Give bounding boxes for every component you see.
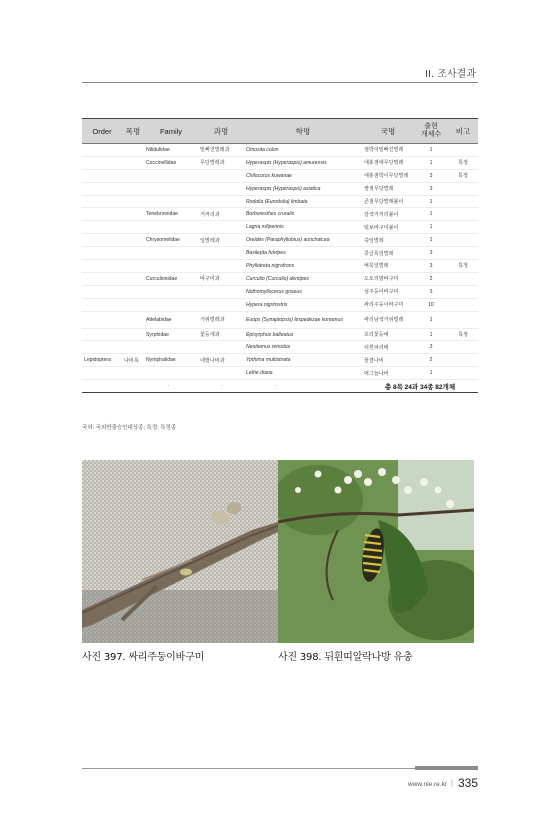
cell-count: 1 (414, 328, 448, 341)
cell-scientific-name: Hyperaspis (Hyperaspis) asiatica (244, 182, 362, 195)
cell-family-ko (198, 195, 244, 208)
col-order-ko: 목명 (122, 119, 144, 144)
chapter-title: II. 조사결과 (425, 69, 476, 80)
cell-count: 3 (414, 341, 448, 354)
cell-note: 특정 (448, 328, 478, 341)
footer-separator: | (451, 780, 453, 787)
total-summary: 총 8목 24과 34종 82개체 (362, 380, 478, 393)
cell-family-ko (198, 182, 244, 195)
cell-order (82, 298, 122, 311)
photo-weevil-image (82, 460, 278, 643)
cell-family-ko (198, 169, 244, 182)
cell-family-ko: 바구미과 (198, 272, 244, 285)
page-number: 335 (458, 776, 479, 790)
cell-family-ko (198, 260, 244, 273)
cell-family-ko: 네발나비과 (198, 354, 244, 367)
cell-family: Attelabidae (144, 311, 198, 328)
cell-order-ko (122, 341, 144, 354)
table-row (82, 169, 478, 182)
cell-family: Nitidulidae (144, 144, 198, 157)
footer-accent-bar (415, 766, 478, 770)
cell-family-ko (198, 221, 244, 234)
cell-order-ko (122, 208, 144, 221)
cell-family-ko: 거저리과 (198, 208, 244, 221)
photo-weevil (82, 460, 278, 643)
cell-scientific-name: Nothomyllocerus griseus (244, 285, 362, 298)
species-table (82, 118, 478, 393)
total-dot: · (167, 383, 170, 390)
cell-order (82, 234, 122, 247)
cell-scientific-name: Chilocorus kuwanae (244, 169, 362, 182)
cell-order-ko (122, 182, 144, 195)
cell-family (144, 195, 198, 208)
col-scientific: 학명 (244, 119, 362, 144)
table-row (82, 221, 478, 234)
table-row (82, 234, 478, 247)
table-row (82, 311, 478, 328)
cell-order (82, 169, 122, 182)
cell-order-ko (122, 247, 144, 260)
cell-order (82, 221, 122, 234)
cell-count: 1 (414, 311, 448, 328)
cell-count: 1 (414, 234, 448, 247)
cell-order (82, 156, 122, 169)
table-row (82, 144, 478, 157)
cell-order-ko (122, 328, 144, 341)
cell-scientific-name: Phyllotreta nigrofrons (244, 260, 362, 273)
cell-count: 3 (414, 182, 448, 195)
table-row (82, 341, 478, 354)
cell-family (144, 341, 198, 354)
header-rule (82, 82, 478, 83)
cell-note (448, 272, 478, 285)
cell-order-ko (122, 260, 144, 273)
cell-scientific-name: Hyperaspis (Hyperaspis) amurensis (244, 156, 362, 169)
cell-korean-name: 털보바구미붙이 (362, 221, 414, 234)
cell-scientific-name: Basilepta fulvipes (244, 247, 362, 260)
table-row (82, 156, 478, 169)
cell-family-ko: 잎벌레과 (198, 234, 244, 247)
cell-order-ko (122, 367, 144, 380)
table-total-row (82, 380, 478, 393)
cell-order (82, 247, 122, 260)
cell-scientific-name: Lethe diana (244, 367, 362, 380)
cell-order (82, 367, 122, 380)
cell-order (82, 328, 122, 341)
cell-count: 10 (414, 298, 448, 311)
caption-photo-398: 사진 398. 뒤흰띠알락나방 유충 (278, 652, 413, 663)
cell-order-ko (122, 144, 144, 157)
cell-note (448, 341, 478, 354)
cell-note: 특정 (448, 260, 478, 273)
cell-note (448, 354, 478, 367)
cell-korean-name: 호리꽃등에 (362, 328, 414, 341)
cell-count: 1 (414, 221, 448, 234)
cell-scientific-name: Episyrphus balteatus (244, 328, 362, 341)
cell-count: 3 (414, 247, 448, 260)
photo-caterpillar (278, 460, 474, 643)
cell-order (82, 311, 122, 328)
cell-order (82, 341, 122, 354)
caption-photo-397: 사진 397. 싸리주둥이바구미 (82, 652, 205, 663)
cell-count: 1 (414, 208, 448, 221)
table-row (82, 285, 478, 298)
cell-note (448, 311, 478, 328)
cell-scientific-name: Omosita colon (244, 144, 362, 157)
cell-count: 2 (414, 354, 448, 367)
cell-note (448, 144, 478, 157)
table-row (82, 272, 478, 285)
col-order: Order (82, 119, 122, 144)
cell-note (448, 247, 478, 260)
cell-order-ko (122, 285, 144, 298)
col-count-line2: 개체수 (420, 131, 442, 138)
table-footnote: 국외: 국외반출승인대상종; 특정: 특정종 (82, 425, 177, 431)
col-family-ko: 과명 (198, 119, 244, 144)
cell-korean-name: 애홍점박이무당벌레 (362, 169, 414, 182)
cell-family (144, 285, 198, 298)
cell-family-ko: 밑빠진벌레과 (198, 144, 244, 157)
cell-scientific-name: Ypthima multistriata (244, 354, 362, 367)
total-spacer (82, 380, 362, 393)
cell-order (82, 144, 122, 157)
cell-note (448, 195, 478, 208)
cell-korean-name: 쑥잎벌레 (362, 234, 414, 247)
table-row (82, 260, 478, 273)
cell-count: 1 (414, 195, 448, 208)
cell-family-ko (198, 247, 244, 260)
cell-order-ko (122, 169, 144, 182)
cell-family: Nymphalidae (144, 354, 198, 367)
cell-order-ko (122, 221, 144, 234)
cell-family (144, 182, 198, 195)
cell-korean-name: 싸리남색거위벌레 (362, 311, 414, 328)
cell-korean-name: 물결나비 (362, 354, 414, 367)
cell-scientific-name: Hypera nigrirostris (244, 298, 362, 311)
cell-note (448, 298, 478, 311)
table-row (82, 208, 478, 221)
table-row (82, 354, 478, 367)
cell-korean-name: 섬주둥이바구미 (362, 285, 414, 298)
cell-korean-name: 먹그늘나비 (362, 367, 414, 380)
cell-korean-name: 벼룩잎벌레 (362, 260, 414, 273)
col-count-line1: 출현 (424, 123, 438, 130)
cell-note (448, 221, 478, 234)
cell-scientific-name: Euops (Synaptopsis) lespedezae koreanus (244, 311, 362, 328)
cell-note (448, 182, 478, 195)
cell-scientific-name: Lagria rufipennis (244, 221, 362, 234)
cell-scientific-name: Curculio (Curculio) dentipes (244, 272, 362, 285)
cell-family: Syrphidae (144, 328, 198, 341)
photo-caterpillar-image (278, 460, 474, 643)
cell-korean-name: 도토리밤바구미 (362, 272, 414, 285)
cell-korean-name: 쌍점무당벌레 (362, 182, 414, 195)
cell-korean-name: 애홍점애무당벌레 (362, 156, 414, 169)
cell-korean-name: 뒤흰파리매 (362, 341, 414, 354)
cell-family-ko (198, 367, 244, 380)
table-body (82, 144, 478, 393)
table-row (82, 182, 478, 195)
cell-order (82, 272, 122, 285)
table-row (82, 247, 478, 260)
cell-scientific-name: Oreides (Paraphyllobius) aurichalcea (244, 234, 362, 247)
cell-family: Curculionidae (144, 272, 198, 285)
cell-order-ko (122, 195, 144, 208)
cell-korean-name: 콩금록잎벌레 (362, 247, 414, 260)
cell-order (82, 182, 122, 195)
cell-count: 3 (414, 169, 448, 182)
cell-note (448, 285, 478, 298)
cell-count: 1 (414, 367, 448, 380)
cell-note (448, 208, 478, 221)
table-row (82, 367, 478, 380)
table-row (82, 298, 478, 311)
cell-order-ko (122, 298, 144, 311)
footer-url[interactable]: www.nie.re.kr (408, 781, 448, 788)
cell-count: 1 (414, 144, 448, 157)
cell-order-ko (122, 156, 144, 169)
cell-family (144, 298, 198, 311)
cell-family (144, 221, 198, 234)
total-dot: · (274, 383, 277, 390)
cell-order (82, 285, 122, 298)
cell-family: Chrysomelidae (144, 234, 198, 247)
cell-note (448, 367, 478, 380)
cell-order (82, 260, 122, 273)
cell-family (144, 260, 198, 273)
cell-family-ko: 거위벌레과 (198, 311, 244, 328)
cell-family (144, 169, 198, 182)
cell-family-ko: 꽃등에과 (198, 328, 244, 341)
col-family: Family (144, 119, 198, 144)
table-header-row (82, 119, 478, 144)
table-row (82, 195, 478, 208)
table-row (82, 328, 478, 341)
cell-order-ko: 나비목 (122, 354, 144, 367)
cell-order (82, 208, 122, 221)
cell-note: 특정 (448, 169, 478, 182)
cell-korean-name: 점박이밑빠진벌레 (362, 144, 414, 157)
cell-order-ko (122, 234, 144, 247)
species-table-container (82, 118, 478, 393)
cell-scientific-name: Neoitamus remotus (244, 341, 362, 354)
cell-note: 특정 (448, 156, 478, 169)
cell-korean-name: 싸리주둥이바구미 (362, 298, 414, 311)
col-korean: 국명 (362, 119, 414, 144)
cell-count: 1 (414, 156, 448, 169)
cell-family (144, 247, 198, 260)
col-count (414, 119, 448, 144)
col-note: 비고 (448, 119, 478, 144)
cell-scientific-name: Borboresthes cruralis (244, 208, 362, 221)
cell-order (82, 195, 122, 208)
cell-family-ko (198, 285, 244, 298)
cell-korean-name: 큰점무당벌레붙이 (362, 195, 414, 208)
cell-family: Tenebrionidae (144, 208, 198, 221)
cell-scientific-name: Rodolia (Eurodolia) limbata (244, 195, 362, 208)
cell-family-ko (198, 298, 244, 311)
cell-family-ko (198, 341, 244, 354)
cell-order-ko (122, 272, 144, 285)
total-dot: · (221, 383, 223, 390)
cell-note (448, 234, 478, 247)
cell-count: 3 (414, 285, 448, 298)
cell-korean-name: 갈색거저리붙이 (362, 208, 414, 221)
cell-order: Lepidoptera (82, 354, 122, 367)
cell-count: 2 (414, 272, 448, 285)
cell-family-ko: 무당벌레과 (198, 156, 244, 169)
cell-count: 3 (414, 260, 448, 273)
cell-family (144, 367, 198, 380)
cell-family: Coccinellidae (144, 156, 198, 169)
cell-order-ko (122, 311, 144, 328)
